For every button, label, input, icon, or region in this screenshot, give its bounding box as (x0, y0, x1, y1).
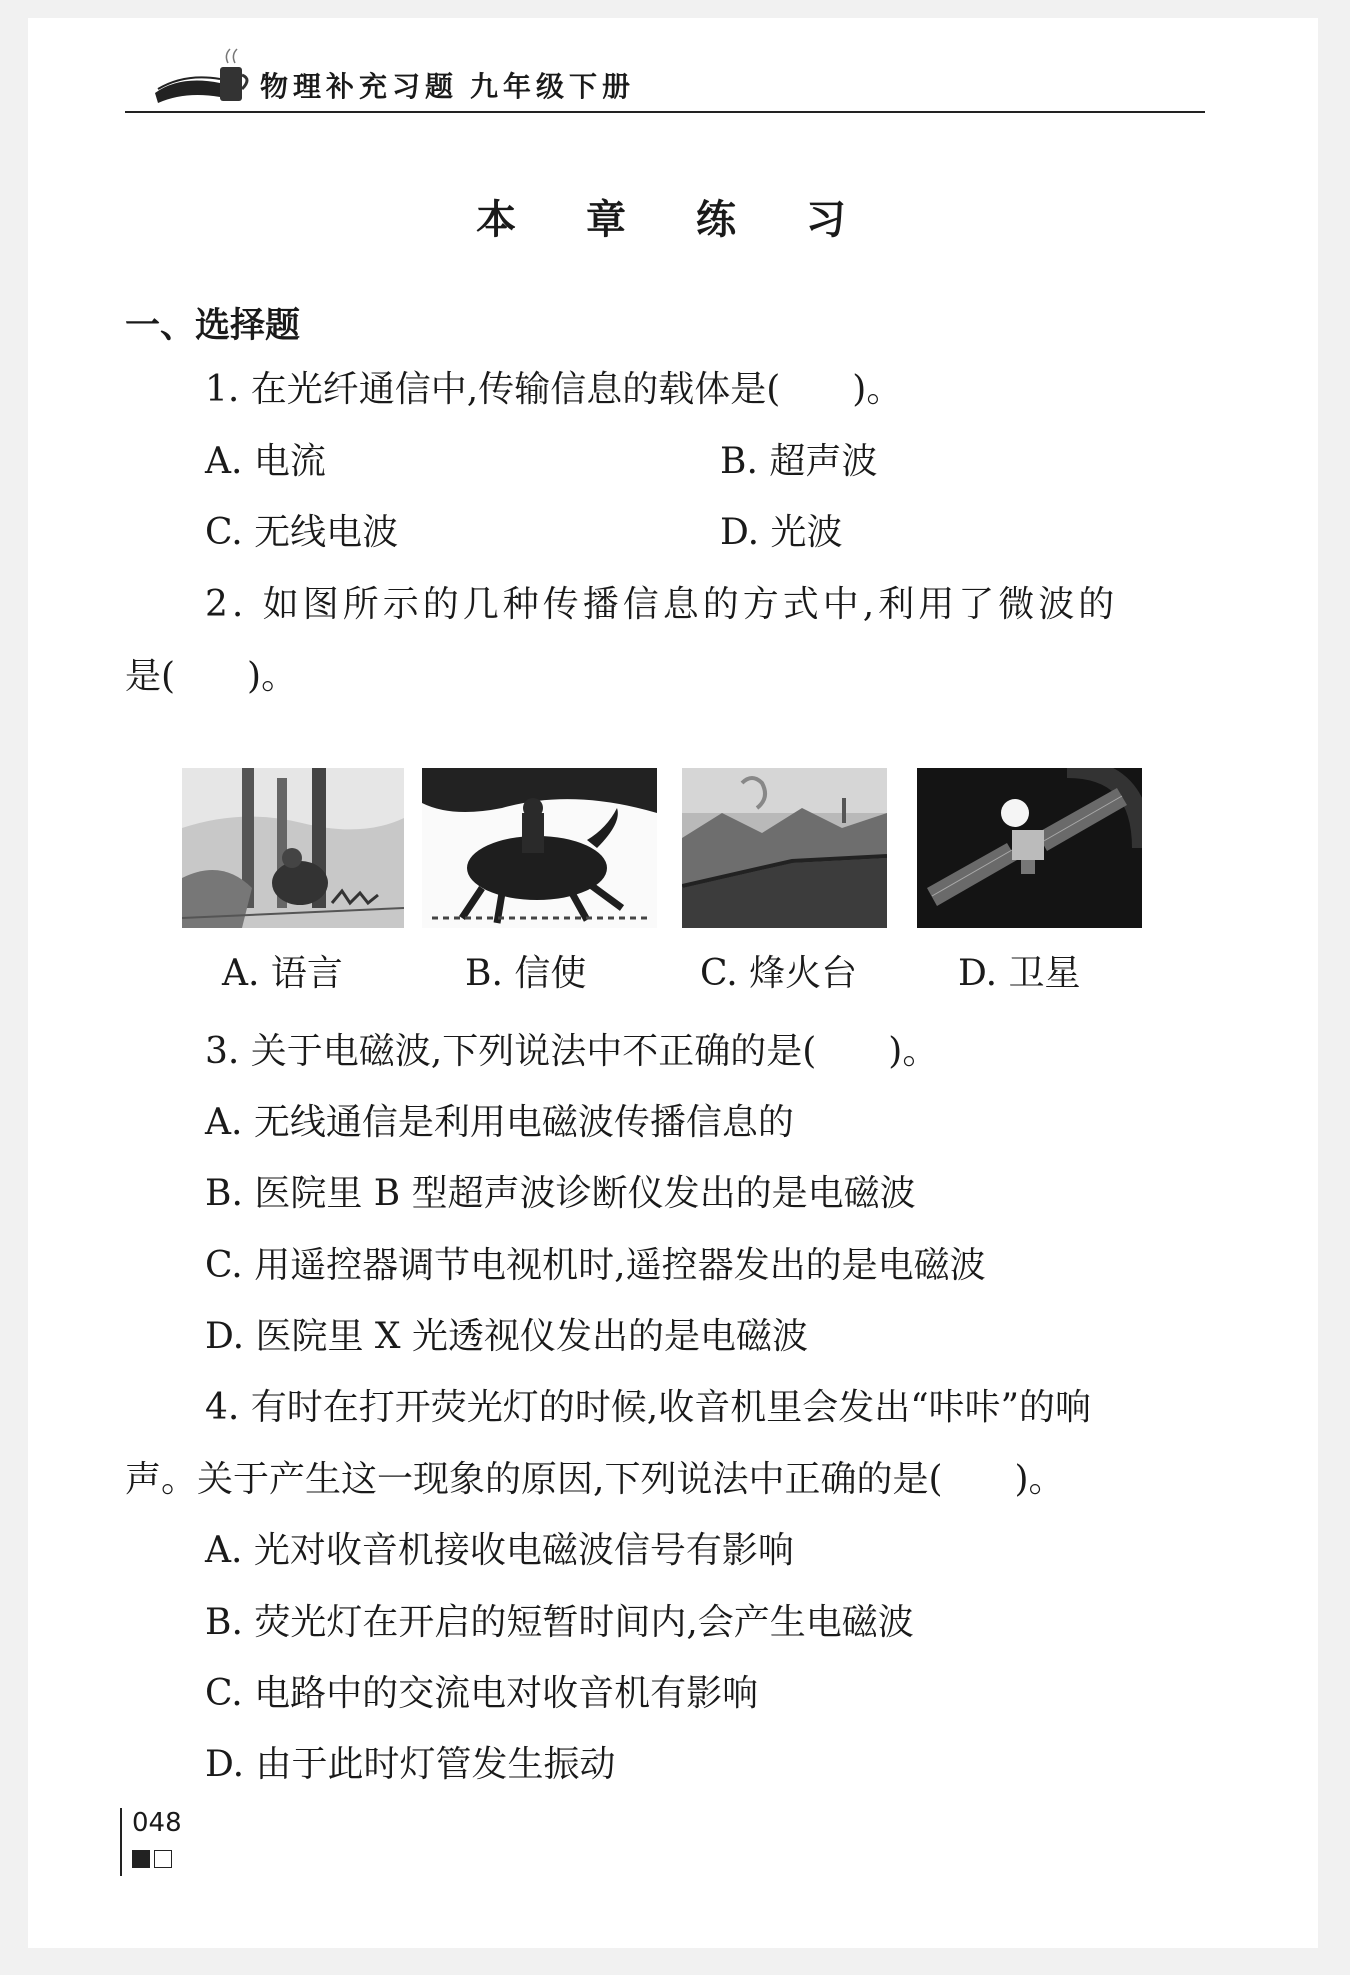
figure-speech-image (182, 768, 404, 928)
figure-label-c: C. 烽火台 (700, 953, 858, 994)
q3-option-d: D. 医院里 X 光透视仪发出的是电磁波 (205, 1316, 808, 1357)
q1-option-a: A. 电流 (205, 441, 326, 482)
q4-option-b: B. 荧光灯在开启的短暂时间内,会产生电磁波 (205, 1602, 914, 1643)
q1-option-b: B. 超声波 (720, 441, 878, 482)
page-number: 048 (132, 1808, 182, 1838)
q3-option-b: B. 医院里 B 型超声波诊断仪发出的是电磁波 (205, 1173, 916, 1214)
q4-option-d: D. 由于此时灯管发生振动 (205, 1744, 616, 1785)
question-4-stem-line-1: 4. 有时在打开荧光灯的时候,收音机里会发出“咔咔”的响 (205, 1387, 1092, 1428)
book-and-cup-icon (150, 45, 260, 105)
question-2-stem-line-2: 是( )。 (125, 656, 298, 697)
running-header (125, 45, 1205, 113)
figure-beacon-tower-image (682, 768, 887, 928)
figure-messenger-image (422, 768, 657, 928)
q1-option-d: D. 光波 (720, 512, 843, 553)
figure-satellite-image (917, 768, 1142, 928)
figure-label-a: A. 语言 (222, 953, 343, 994)
question-3-stem: 3. 关于电磁波,下列说法中不正确的是( )。 (205, 1031, 939, 1072)
q4-option-c: C. 电路中的交流电对收音机有影响 (205, 1673, 759, 1714)
chapter-title: 本 章 练 习 (476, 197, 874, 243)
q1-option-c: C. 无线电波 (205, 512, 399, 553)
q4-option-a: A. 光对收音机接收电磁波信号有影响 (205, 1530, 794, 1571)
section-title: 一、选择题 (125, 306, 301, 346)
book-title: 物理补充习题 (260, 70, 459, 103)
question-2-stem-line-1: 2. 如图所示的几种传播信息的方式中,利用了微波的 (205, 584, 1119, 625)
footer-rule (120, 1808, 122, 1876)
q2-figure-strip (182, 768, 1142, 933)
q3-option-c: C. 用遥控器调节电视机时,遥控器发出的是电磁波 (205, 1245, 986, 1286)
grade-label: 九年级下册 (470, 70, 636, 103)
question-4-stem-line-2: 声。关于产生这一现象的原因,下列说法中正确的是( )。 (125, 1459, 1065, 1500)
filled-square-icon (132, 1850, 150, 1868)
empty-square-icon (154, 1850, 172, 1868)
q3-option-a: A. 无线通信是利用电磁波传播信息的 (205, 1102, 794, 1143)
figure-label-d: D. 卫星 (958, 953, 1081, 994)
page-footer (120, 1808, 190, 1878)
header-rule (125, 111, 1205, 113)
figure-label-b: B. 信使 (465, 953, 587, 994)
question-1-stem: 1. 在光纤通信中,传输信息的载体是( )。 (205, 369, 903, 410)
